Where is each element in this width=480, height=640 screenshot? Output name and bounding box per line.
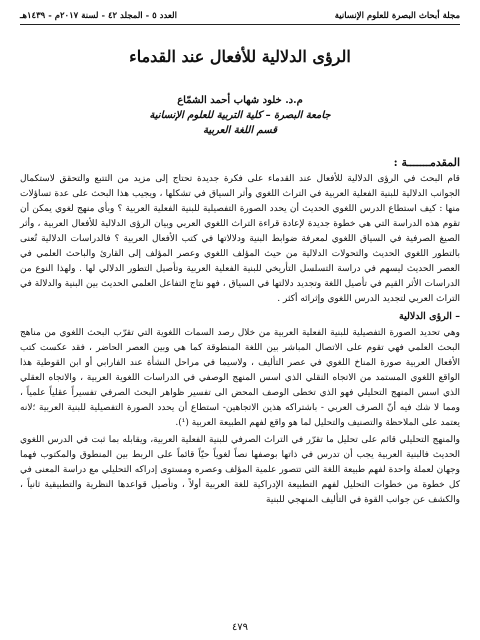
- page-number: ٤٧٩: [231, 622, 249, 633]
- semantic-views-paragraph: وهي تحديد الصورة التفصيلية للبنية الفعلية العربية من خلال رصد السمات اللغوية التي تقرّب البحث اللغوي من مناهج البحث العلمي فهي تقوم على الاتصال المباشر بين اللغة المنطوقة كما هي وبين العصر الحاضر ، فقد عكست كتب الأفعال العربية صورة المناخ اللغوي في عصر التأليف ، ولاسيما في مراحل النشأة عند الفارابي أو ابن القوطية هذا الواقع اللغوي المستمد من الاتجاه النقلي الذي اسس المنهج الوصفي في الدراسات اللغوية العربية ، والاتجاه العقلي الذي اسس المنهج التحليلي فهو الذي تخطى الوصف المحض الى تفسير ظواهر البحث الصرفي تفسيراً عقلياً علمياً ، ومما لا شك فيه أنّ الصرف العربي - باشتراكه هذين الاتجاهين- استطاع أن يحدد الصورة التفصيلية للبنية العربية ؛لانه يعتمد على الملاحظة والتصنيف والتحليل لما هو واقع لفهم الطبيعة العربية (¹).: [20, 328, 460, 428]
- intro-heading: المقدمـــــــة :: [393, 156, 460, 169]
- analytical-method-paragraph: والمنهج التحليلي قائم على تحليل ما تقرّر في التراث الصرفي للبنية الفعلية العربية، ويقابله بما ثبت في الدرس اللغوي الحديث فالبنية العربية يجب أن تدرس في ذاتها بوصفها نصاً لغوياً حيّاً قائماً على الربط بين المنطوق والمكتوب فهما وجهان لعملة واحدة لفهم طبيعة اللغة التي تتصور علمية المؤلف وعصره ومستوى إدراكه التحليلي مع دراسة المعنى في كل خطوة من خطوات التحليل لفهم التطبيعة الإدراكية للغة العربية أولاً ، وتأصيل قواعدها النظرية والتطبيقية ثانياً ، والكشف عن جوانب القوة في التأليف المنهجي للبنية: [20, 435, 460, 505]
- author-department: قسم اللغة العربية: [203, 125, 277, 136]
- journal-header: [20, 10, 460, 25]
- journal-name: مجلة أبحاث البصرة للعلوم الإنسانية: [334, 11, 460, 21]
- author-block: [20, 93, 460, 138]
- semantic-views-subheading: – الرؤى الدلالية: [399, 311, 460, 322]
- author-affiliation: جامعة البصرة – كلية التربية للعلوم الإنسانية: [149, 110, 331, 121]
- intro-paragraph: قام البحث في الرؤى الدلالية للأفعال عند القدماء على فكرة جديدة تحتاج إلى مزيد من التتبع والتحقق لاستكمال الجوانب الدلالية للبنية الفعلية العربية في التراث اللغوي وأثر السياق في تشكلها ، ويجيب هذا البحث على عدة تساؤلات منها : كيف استطاع الدرس اللغوي الحديث أن يحدد الصورة التفصيلية للبنية الفعلية العربية ؟ وبأي منهج لغوي يمكن أن تقوم هذه الدراسة التي هي خطوة جديدة لإعادة قراءة التراث اللغوي العربي وبيان الرؤى الدلالية للأفعال العربية ، وأثر الصيغ الصرفية في السياق اللغوي لمعرفة ضوابط البنية ودلالاتها في كتب الأفعال العربية ؟ فالدراسات الدلالية تُعنى بالتطور اللغوي الحديث والتحولات الدلالية من حيث المؤلف اللغوي وعصر المؤلف إلى القارئ والباحث العلمي في العصر الحديث ليسهم في دراسة التسلسل التأريخي للبنية الفعلية العربية وتأصيل التطور الدلالي لها . ولهذا النوع من الدراسات الأثر القيم في تأصيل اللغة وتجديد دلالتها في السياق ، فهو نتاج التفاعل العلمي الحديث بين البنية والدلالة في التراث العربي لتجديد الدرس اللغوي وإثرائه أكثر .: [20, 174, 460, 304]
- journal-issue: العدد ٥ - المجلد ٤٢ - لسنة ٢٠١٧م - ١٤٣٩هـ: [20, 11, 177, 21]
- paper-title: الرؤى الدلالية للأفعال عند القدماء: [129, 47, 351, 66]
- author-name: م.د. خلود شهاب أحمد الشمّاع: [177, 95, 303, 106]
